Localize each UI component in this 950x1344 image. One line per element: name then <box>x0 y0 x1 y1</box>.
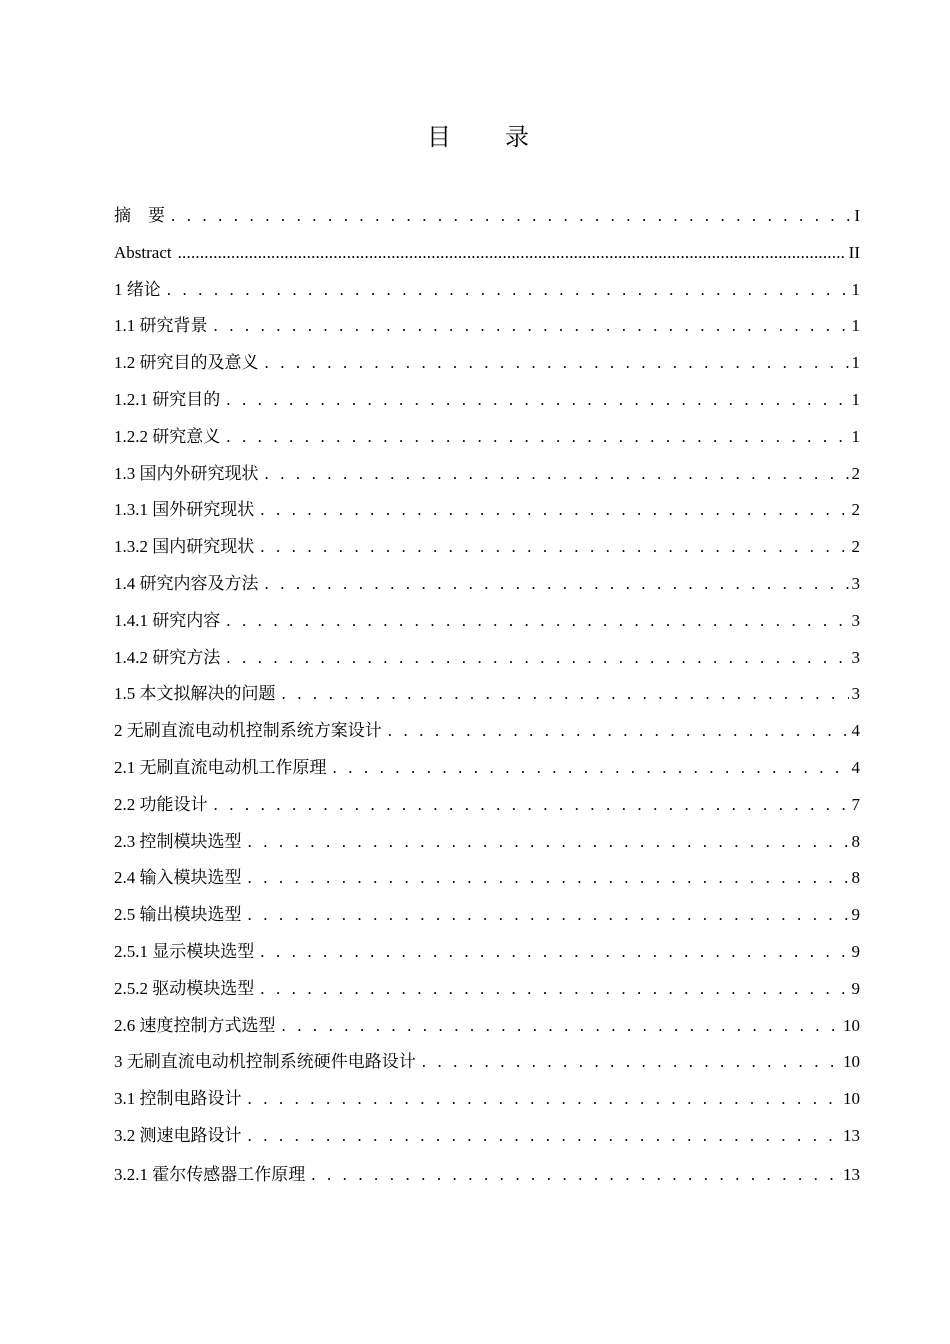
toc-entry-label: 3.1 控制电路设计 <box>114 1089 242 1109</box>
toc-dot-leader <box>388 713 849 750</box>
toc-page-number: 8 <box>851 831 860 851</box>
toc-page-number: 2 <box>851 537 860 557</box>
toc-dot-leader <box>265 345 849 382</box>
toc-entry-label: 1.4.2 研究方法 <box>114 647 221 667</box>
toc-page-number: 3 <box>851 610 860 630</box>
toc-page-number: 10 <box>843 1089 860 1109</box>
toc-entry[interactable] <box>114 492 860 529</box>
toc-entry-label: 1 绪论 <box>114 279 161 299</box>
toc-entry[interactable] <box>114 640 860 677</box>
toc-entry[interactable] <box>114 603 860 640</box>
toc-list <box>114 198 860 1194</box>
toc-entry[interactable] <box>114 529 860 566</box>
toc-dot-leader <box>265 566 849 603</box>
toc-entry-label: 1.3 国内外研究现状 <box>114 463 259 483</box>
toc-entry[interactable] <box>114 713 860 750</box>
toc-entry[interactable] <box>114 897 860 934</box>
toc-page-number: 7 <box>851 794 860 814</box>
toc-entry-label: 3.2.1 霍尔传感器工作原理 <box>114 1164 306 1184</box>
toc-entry[interactable] <box>114 456 860 493</box>
toc-page-number: 10 <box>843 1052 860 1072</box>
toc-dot-leader <box>226 603 848 640</box>
toc-entry[interactable] <box>114 934 860 971</box>
toc-entry[interactable] <box>114 971 860 1008</box>
toc-entry[interactable] <box>114 676 860 713</box>
toc-page-number: 9 <box>851 978 860 998</box>
toc-dot-leader <box>260 529 848 566</box>
toc-page-number: I <box>854 206 860 225</box>
toc-dot-leader <box>226 382 848 419</box>
toc-entry-label: 3 无刷直流电动机控制系统硬件电路设计 <box>114 1052 416 1072</box>
toc-entry-label: 2.2 功能设计 <box>114 794 208 814</box>
toc-page-number: 1 <box>851 426 860 446</box>
toc-page-number: 2 <box>851 463 860 483</box>
toc-dot-leader <box>333 750 849 787</box>
toc-entry-label: 2 无刷直流电动机控制系统方案设计 <box>114 721 382 741</box>
toc-entry-label: 1.4.1 研究内容 <box>114 610 221 630</box>
toc-page-number: 2 <box>851 500 860 520</box>
toc-entry[interactable] <box>114 382 860 419</box>
toc-entry-label: 3.2 测速电路设计 <box>114 1125 242 1145</box>
toc-dot-leader <box>226 640 848 677</box>
toc-dot-leader <box>171 198 851 235</box>
toc-entry[interactable] <box>114 198 860 235</box>
toc-dot-leader <box>167 272 849 309</box>
toc-page-number: 3 <box>851 647 860 667</box>
toc-dot-leader <box>214 308 849 345</box>
toc-page-number: 1 <box>851 316 860 336</box>
toc-entry-label: 2.3 控制模块选型 <box>114 831 242 851</box>
toc-entry-label: 2.5 输出模块选型 <box>114 905 242 925</box>
toc-dot-leader <box>226 419 848 456</box>
toc-entry-label: 1.4 研究内容及方法 <box>114 573 259 593</box>
toc-page-number: 4 <box>851 757 860 777</box>
toc-dot-leader <box>282 676 849 713</box>
toc-entry[interactable] <box>114 1008 860 1045</box>
toc-entry[interactable] <box>114 235 860 272</box>
toc-page-number: 3 <box>851 573 860 593</box>
toc-entry-label: Abstract <box>114 242 172 262</box>
toc-entry[interactable] <box>114 566 860 603</box>
toc-entry-label: 1.1 研究背景 <box>114 316 208 336</box>
toc-dot-leader <box>178 235 846 272</box>
toc-entry[interactable] <box>114 1044 860 1081</box>
toc-entry-label: 1.2 研究目的及意义 <box>114 353 259 373</box>
toc-entry-label: 1.2.1 研究目的 <box>114 389 221 409</box>
toc-page-number: 10 <box>843 1015 860 1035</box>
toc-entry-label: 摘 要 <box>114 206 165 225</box>
toc-entry-label: 2.4 输入模块选型 <box>114 868 242 888</box>
toc-page-number: 1 <box>851 389 860 409</box>
toc-entry[interactable] <box>114 345 860 382</box>
toc-entry[interactable] <box>114 419 860 456</box>
toc-entry[interactable] <box>114 787 860 824</box>
toc-page-number: 4 <box>851 721 860 741</box>
toc-entry-label: 1.3.1 国外研究现状 <box>114 500 255 520</box>
toc-entry[interactable] <box>114 860 860 897</box>
toc-entry[interactable] <box>114 1157 860 1194</box>
toc-dot-leader <box>248 1081 841 1118</box>
toc-entry-label: 1.2.2 研究意义 <box>114 426 221 446</box>
toc-dot-leader <box>248 824 849 861</box>
toc-page-number: 3 <box>851 684 860 704</box>
toc-dot-leader <box>311 1157 840 1194</box>
toc-dot-leader <box>260 492 848 529</box>
toc-dot-leader <box>260 971 848 1008</box>
toc-dot-leader <box>214 787 849 824</box>
toc-entry-label: 2.6 速度控制方式选型 <box>114 1015 276 1035</box>
toc-page-number: 1 <box>851 353 860 373</box>
toc-entry[interactable] <box>114 308 860 345</box>
toc-entry[interactable] <box>114 1081 860 1118</box>
toc-dot-leader <box>260 934 848 971</box>
toc-dot-leader <box>248 1118 841 1155</box>
toc-dot-leader <box>248 897 849 934</box>
toc-dot-leader <box>282 1008 841 1045</box>
toc-entry[interactable] <box>114 750 860 787</box>
toc-entry-label: 1.3.2 国内研究现状 <box>114 537 255 557</box>
toc-page-number: 9 <box>851 941 860 961</box>
toc-page-number: II <box>848 242 860 262</box>
toc-entry[interactable] <box>114 272 860 309</box>
toc-entry-label: 2.1 无刷直流电动机工作原理 <box>114 757 327 777</box>
toc-entry[interactable] <box>114 1118 860 1155</box>
toc-page-number: 9 <box>851 905 860 925</box>
toc-title: 目 录 <box>427 125 553 151</box>
toc-entry[interactable] <box>114 824 860 861</box>
toc-page-number: 13 <box>843 1164 860 1184</box>
toc-entry-label: 2.5.1 显示模块选型 <box>114 941 255 961</box>
toc-dot-leader <box>422 1044 840 1081</box>
toc-page-number: 13 <box>843 1125 860 1145</box>
toc-page-number: 8 <box>851 868 860 888</box>
toc-dot-leader <box>265 456 849 493</box>
toc-page-number: 1 <box>851 279 860 299</box>
toc-dot-leader <box>248 860 849 897</box>
toc-entry-label: 1.5 本文拟解决的问题 <box>114 684 276 704</box>
toc-entry-label: 2.5.2 驱动模块选型 <box>114 978 255 998</box>
